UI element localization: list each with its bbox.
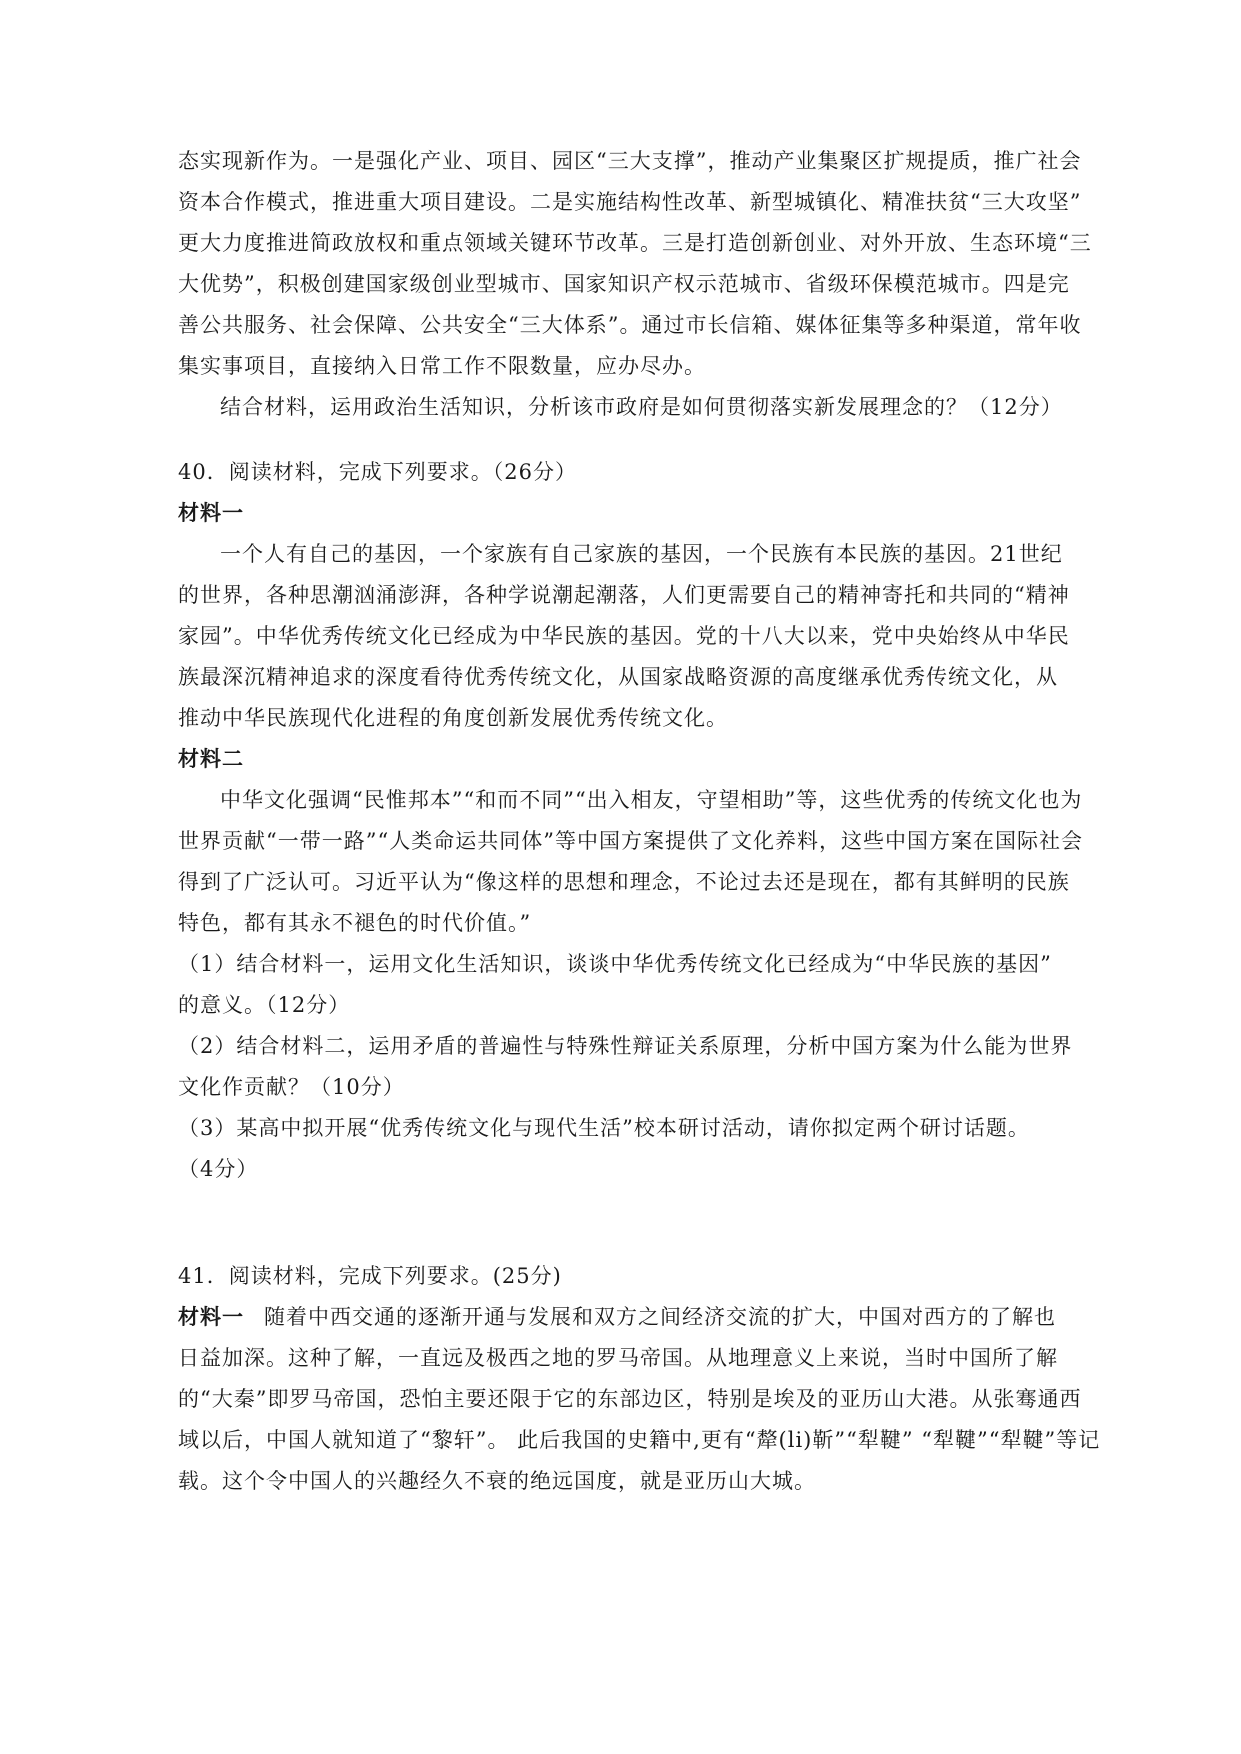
text-line: 族最深沉精神追求的深度看待优秀传统文化，从国家战略资源的高度继承优秀传统文化，从 bbox=[178, 665, 1058, 689]
text-line: 集实事项目，直接纳入日常工作不限数量，应办尽办。 bbox=[178, 354, 706, 378]
text-line: 推动中华民族现代化进程的角度创新发展优秀传统文化。 bbox=[178, 706, 728, 730]
text-line: 特色，都有其永不褪色的时代价值。” bbox=[178, 911, 532, 935]
question-39-material bbox=[178, 141, 1092, 428]
question-41 bbox=[178, 1256, 1101, 1502]
question-40-header: 40．阅读材料，完成下列要求。（26分） bbox=[178, 460, 577, 484]
text-line: 资本合作模式，推进重大项目建设。二是实施结构性改革、新型城镇化、精准扶贫“三大攻坚” bbox=[178, 190, 1082, 214]
material-1-title: 材料一 bbox=[178, 501, 244, 525]
text-line: 态实现新作为。一是强化产业、项目、园区“三大支撑”，推动产业集聚区扩规提质，推广社会 bbox=[178, 149, 1082, 173]
sub-question-2-cont: 文化作贡献？（10分） bbox=[178, 1075, 405, 1099]
material-1-line bbox=[178, 1297, 1063, 1338]
text-line: 载。这个令中国人的兴趣经久不衰的绝远国度，就是亚历山大城。 bbox=[178, 1469, 816, 1493]
question-39-prompt: 结合材料，运用政治生活知识，分析该市政府是如何贯彻落实新发展理念的？（12分） bbox=[220, 395, 1063, 419]
exam-page bbox=[178, 141, 1101, 1502]
text-line: 一个人有自己的基因，一个家族有自己家族的基因，一个民族有本民族的基因。21世纪 bbox=[220, 542, 1063, 566]
text-line: 更大力度推进简政放权和重点领域关键环节改革。三是打造创新创业、对外开放、生态环境“三 bbox=[178, 231, 1092, 255]
sub-question-1: （1）结合材料一，运用文化生活知识，谈谈中华优秀传统文化已经成为“中华民族的基因” bbox=[178, 952, 1052, 976]
text-line: 域以后，中国人就知道了“黎轩”。 此后我国的史籍中,更有“犛(li)靳”“犁鞬” “犁鞬”“犁鞬”等记 bbox=[178, 1428, 1101, 1452]
text-line: 中华文化强调“民惟邦本”“和而不同”“出入相友，守望相助”等，这些优秀的传统文化也为 bbox=[220, 788, 1083, 812]
text-line: 得到了广泛认可。习近平认为“像这样的思想和理念，不论过去还是现在，都有其鲜明的民族 bbox=[178, 870, 1070, 894]
sub-question-3-cont: （4分） bbox=[178, 1157, 259, 1181]
text-line: 世界贡献“一带一路”“人类命运共同体”等中国方案提供了文化养料，这些中国方案在国际社会 bbox=[178, 829, 1083, 853]
text-line: 的世界，各种思潮汹涌澎湃，各种学说潮起潮落，人们更需要自己的精神寄托和共同的“精神 bbox=[178, 583, 1070, 607]
text-line: 家园”。中华优秀传统文化已经成为中华民族的基因。党的十八大以来，党中央始终从中华民 bbox=[178, 624, 1070, 648]
text-line: 随着中西交通的逐渐开通与发展和双方之间经济交流的扩大，中国对西方的了解也 bbox=[264, 1305, 1056, 1329]
text-line: 大优势”，积极创建国家级创业型城市、国家知识产权示范城市、省级环保模范城市。四是完 bbox=[178, 272, 1070, 296]
sub-question-1-cont: 的意义。（12分） bbox=[178, 993, 351, 1017]
sub-question-2: （2）结合材料二，运用矛盾的普遍性与特殊性辩证关系原理，分析中国方案为什么能为世界 bbox=[178, 1034, 1073, 1058]
text-line: 善公共服务、社会保障、公共安全“三大体系”。通过市长信箱、媒体征集等多种渠道，常年收 bbox=[178, 313, 1082, 337]
material-1-title: 材料一 bbox=[178, 1305, 244, 1329]
question-40 bbox=[178, 452, 1083, 1190]
sub-question-3: （3）某高中拟开展“优秀传统文化与现代生活”校本研讨活动，请你拟定两个研讨话题。 bbox=[178, 1116, 1030, 1140]
material-2-title: 材料二 bbox=[178, 747, 244, 771]
question-41-header: 41．阅读材料，完成下列要求。(25分) bbox=[178, 1264, 562, 1288]
text-line: 的“大秦”即罗马帝国，恐怕主要还限于它的东部边区，特别是埃及的亚历山大港。从张骞通西 bbox=[178, 1387, 1082, 1411]
text-line: 日益加深。这种了解，一直远及极西之地的罗马帝国。从地理意义上来说，当时中国所了解 bbox=[178, 1346, 1058, 1370]
